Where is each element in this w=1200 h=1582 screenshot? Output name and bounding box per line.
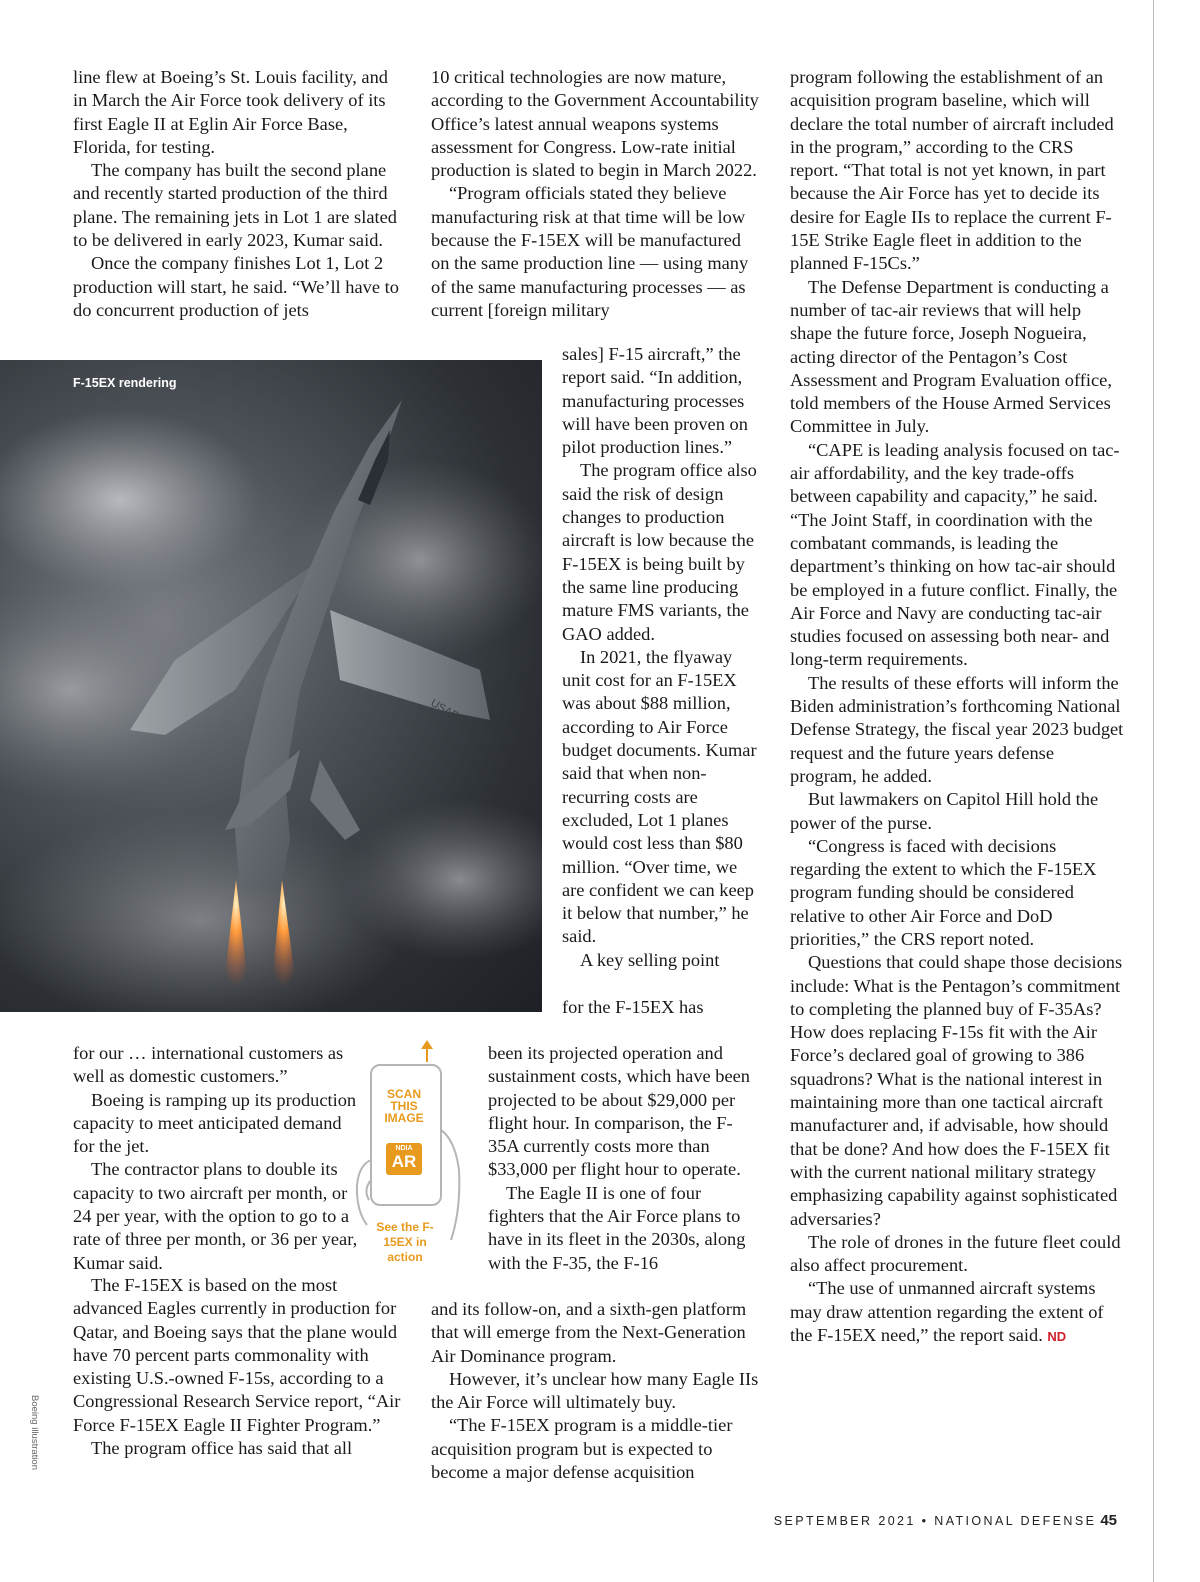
column-1-lower <box>73 1274 403 1460</box>
paragraph: been its projected operation and sustainment costs, which have been projected to be about $29,000 per flight hour. In comparison, the F-35A currently costs more than $33,000 per flight hour to operate. <box>488 1043 751 1180</box>
column-2-lower <box>431 1298 761 1484</box>
photo-caption: F-15EX rendering <box>73 376 177 390</box>
scan-this-image-label: SCAN THIS IMAGE <box>384 1087 424 1125</box>
column-2-top <box>431 66 761 322</box>
column-1-top <box>73 66 403 322</box>
column-2-bottom <box>488 1042 758 1275</box>
paragraph: for our … international customers as well as domestic customers.” <box>73 1043 344 1087</box>
photo-credit-text: Boeing illustration <box>29 1395 40 1470</box>
paragraph: and its follow-on, and a sixth-gen platform that will emerge from the Next-Generation Air Dominance program. <box>431 1299 747 1366</box>
usaf-marking: USAF <box>428 697 460 723</box>
issue-label: SEPTEMBER 2021 • NATIONAL DEFENSE <box>773 1514 1097 1528</box>
paragraph: Once the company finishes Lot 1, Lot 2 production will start, he said. “We’ll have to do concurrent production of jets <box>73 253 399 320</box>
f15ex-jet-illustration <box>0 360 542 1012</box>
paragraph: for the F-15EX has <box>562 997 704 1017</box>
paragraph: The program office also said the risk of design changes to production aircraft is low because the F-15EX is being built by the same line producing mature FMS variants, the GAO added. <box>562 460 757 644</box>
paragraph: sales] F-15 aircraft,” the report said. “In addition, manufacturing processes will have been proven on pilot production lines.” <box>562 344 748 458</box>
paragraph: The contractor plans to double its capacity to two aircraft per month, or 24 per year, with the option to go to a rate of three per month, or 36 per year, Kumar said. <box>73 1159 358 1273</box>
ar-logo-small: NDIA <box>395 1145 413 1152</box>
column-1-bottom <box>73 1042 358 1275</box>
ndia-ar-logo <box>386 1143 422 1175</box>
paragraph: program following the establishment of an acquisition program baseline, which will declare the total number of aircraft included in the program,” according to the CRS report. “That total is not yet known, in part because the Air Force has yet to decide its desire for Eagle IIs to replace the current F-15E Strike Eagle fleet in addition to the planned F-15Cs.” <box>790 67 1114 274</box>
page-edge-rule <box>1153 0 1154 1582</box>
paragraph: The company has built the second plane and recently started production of the third plane. The remaining jets in Lot 1 are slated to be delivered in early 2023, Kumar said. <box>73 160 397 251</box>
paragraph: In 2021, the flyaway unit cost for an F-15EX was about $88 million, according to Air Force budget documents. Kumar said that when non-recurring costs are excluded, Lot 1 planes would cost less than $80 million. “Over time, we are confident we can keep it below that number,” he said. <box>562 646 757 947</box>
see-in-action-label: See the F-15EX in action <box>376 1220 434 1264</box>
paragraph: The results of these efforts will inform the Biden administration’s forthcoming National Defense Strategy, the fiscal year 2023 budget request and the future years defense program, he added. <box>790 672 1124 786</box>
final-paragraph <box>790 1277 1125 1348</box>
paragraph: A key selling point <box>580 949 720 970</box>
paragraph: However, it’s unclear how many Eagle IIs the Air Force will ultimately buy. <box>431 1368 759 1413</box>
photo-credit <box>26 1395 40 1475</box>
paragraph-text: “The use of unmanned aircraft systems may draw attention regarding the extent of the F-15EX need,” the report said. <box>790 1278 1104 1346</box>
paragraph: The role of drones in the future fleet could also affect procurement. <box>790 1231 1121 1276</box>
paragraph: Boeing is ramping up its production capacity to meet anticipated demand for the jet. <box>73 1089 357 1157</box>
nd-end-mark: ND <box>1047 1329 1067 1345</box>
f15ex-rendering-photo <box>0 360 542 1012</box>
paragraph: But lawmakers on Capitol Hill hold the power of the purse. <box>790 789 1099 833</box>
column-2-middle <box>562 343 762 972</box>
paragraph: 10 critical technologies are now mature, according to the Government Accountability Office’s latest annual weapons systems assessment for Congress. Low-rate initial production is slated to begin in March 2022. <box>431 67 759 181</box>
ar-logo-big: AR <box>391 1152 417 1171</box>
column-2-middle-continued <box>562 996 762 1019</box>
column-3 <box>790 66 1125 1348</box>
paragraph: “Program officials stated they believe manufacturing risk at that time will be low because the F-15EX will be manufactured on the same production line — using many of the same manufacturing processes — as current [foreign military <box>431 183 749 320</box>
paragraph: The program office has said that all <box>91 1438 353 1459</box>
page-number: 45 <box>1100 1512 1117 1529</box>
paragraph: “The F-15EX program is a middle-tier acquisition program but is expected to become a major defense acquisition <box>431 1415 733 1483</box>
paragraph: Questions that could shape those decisions include: What is the Pentagon’s commitment to completing the planned buy of F-35As? How does replacing F-15s fit with the Air Force’s declared goal of growing to 386 squadrons? What is the national interest in maintaining more than one tactical aircraft manufacturer and, if advisable, how should that be done? And how does the F-15EX fit with the current national military strategy emphasizing capability against sophisticated adversaries? <box>790 952 1123 1229</box>
paragraph: The Defense Department is conducting a number of tac-air reviews that will help shape the future force, Joseph Nogueira, acting director of the Pentagon’s Cost Assessment and Program Evaluation office, told members of the House Armed Services Committee in July. <box>790 276 1112 437</box>
paragraph: line flew at Boeing’s St. Louis facility, and in March the Air Force took delivery of its first Eagle II at Eglin Air Force Base, Florida, for testing. <box>73 67 388 157</box>
paragraph: “Congress is faced with decisions regarding the extent to which the F-15EX program funding should be considered relative to other Air Force and DoD priorities,” the CRS report noted. <box>790 835 1097 949</box>
paragraph: The F-15EX is based on the most advanced Eagles currently in production for Qatar, and Boeing says that the plane would have 70 percent parts commonality with existing U.S.-owned F-15s, according to a Congressional Research Service report, “Air Force F-15EX Eagle II Fighter Program.” <box>73 1275 401 1435</box>
paragraph: “CAPE is leading analysis focused on tac-air affordability, and the key trade-offs between capability and capacity,” he said. “The Joint Staff, in coordination with the combatant commands, is leading the department’s thinking on how tac-air should be employed in a future conflict. Finally, the Air Force and Navy are conducting tac-air studies focused on assessing both near- and long-term requirements. <box>790 439 1120 670</box>
paragraph: The Eagle II is one of four fighters that the Air Force plans to have in its fleet in the 2030s, along with the F-35, the F-16 <box>488 1182 746 1273</box>
page-footer <box>774 1512 1117 1529</box>
